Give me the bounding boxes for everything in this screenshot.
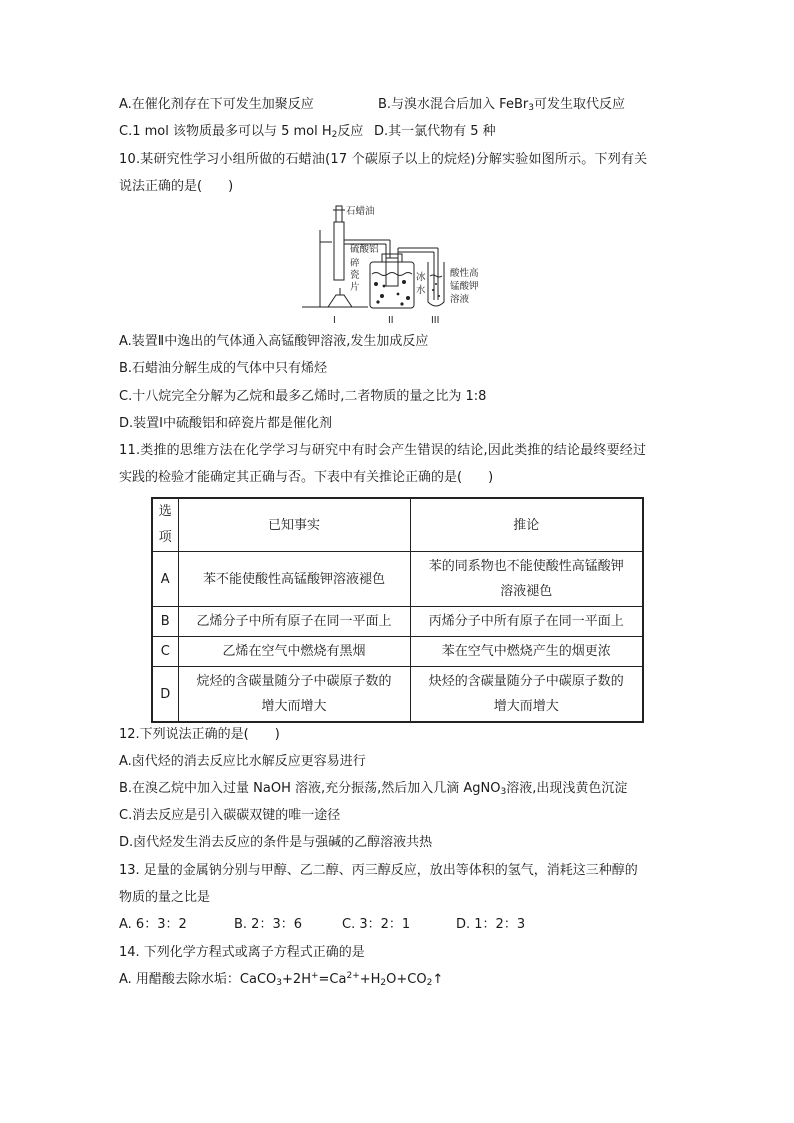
row-fact: 乙烯在空气中燃烧有黑烟 bbox=[178, 637, 410, 667]
label-porcelain-3: 片 bbox=[350, 282, 360, 293]
q10-option-a: A.装置Ⅱ中逸出的气体通入高锰酸钾溶液,发生加成反应 bbox=[119, 334, 429, 349]
q10-option-b: B.石蜡油分解生成的气体中只有烯烃 bbox=[119, 361, 328, 376]
table-header-inference: 推论 bbox=[410, 498, 643, 552]
q13-stem-line2: 物质的量之比是 bbox=[119, 890, 211, 905]
row-fact: 乙烯分子中所有原子在同一平面上 bbox=[178, 607, 410, 637]
row-inference: 丙烯分子中所有原子在同一平面上 bbox=[410, 607, 643, 637]
q13-option-b: B. 2：3：6 bbox=[234, 917, 302, 932]
q10-stem-line1: 10.某研究性学习小组所做的石蜡油(17 个碳原子以上的烷烃)分解实验如图所示。下列有关 bbox=[119, 152, 648, 167]
q13-stem-line1: 13. 足量的金属钠分别与甲醇、乙二醇、丙三醇反应，放出等体积的氢气，消耗这三种醇的 bbox=[119, 863, 638, 878]
label-porcelain-1: 碎 bbox=[350, 258, 360, 269]
table-header-row bbox=[152, 498, 643, 552]
q10-option-d: D.装置Ⅰ中硫酸铝和碎瓷片都是催化剂 bbox=[119, 416, 332, 431]
q13-option-a: A. 6：3：2 bbox=[119, 917, 187, 932]
q13-option-c: C. 3：2：1 bbox=[342, 917, 411, 932]
label-apparatus-3: III bbox=[431, 315, 440, 326]
table-row bbox=[152, 607, 643, 637]
row-fact: 苯不能使酸性高锰酸钾溶液褪色 bbox=[178, 552, 410, 607]
label-kmno4-2: 锰酸钾 bbox=[450, 281, 479, 292]
q12-option-d: D.卤代烃发生消去反应的条件是与强碱的乙醇溶液共热 bbox=[119, 835, 433, 850]
q9-option-a: A.在催化剂存在下可发生加聚反应 bbox=[119, 97, 314, 112]
label-kmno4-3: 溶液 bbox=[450, 294, 470, 305]
q12-option-a: A.卤代烃的消去反应比水解反应更容易进行 bbox=[119, 754, 366, 769]
apparatus-figure bbox=[300, 200, 496, 328]
label-catalyst: 硫酸铝 bbox=[350, 244, 379, 255]
table-row bbox=[152, 637, 643, 667]
q14-stem: 14. 下列化学方程式或离子方程式正确的是 bbox=[119, 945, 365, 960]
q10-option-c: C.十八烷完全分解为乙烷和最多乙烯时,二者物质的量之比为 1:8 bbox=[119, 389, 487, 404]
q12-option-b: B.在溴乙烷中加入过量 NaOH 溶液,充分振荡,然后加入几滴 AgNO$_3$溶液,出现浅黄色沉淀 bbox=[119, 781, 628, 797]
q13-option-d: D. 1：2：3 bbox=[456, 917, 526, 932]
label-apparatus-1: I bbox=[333, 315, 336, 326]
label-ice-2: 水 bbox=[416, 285, 426, 296]
row-inference: 苯的同系物也不能使酸性高锰酸钾 溶液褪色 bbox=[410, 552, 643, 607]
row-inference: 苯在空气中燃烧产生的烟更浓 bbox=[410, 637, 643, 667]
row-choice: A bbox=[152, 552, 178, 607]
table-row bbox=[152, 667, 643, 723]
inference-table bbox=[151, 497, 644, 723]
row-fact: 烷烃的含碳量随分子中碳原子数的 增大而增大 bbox=[178, 667, 410, 723]
q9-option-d: D.其一氯代物有 5 种 bbox=[374, 124, 496, 139]
table-header-fact: 已知事实 bbox=[178, 498, 410, 552]
q11-stem-line1: 11.类推的思维方法在化学学习与研究中有时会产生错误的结论,因此类推的结论最终要经过 bbox=[119, 443, 647, 458]
q9-option-c: C.1 mol 该物质最多可以与 5 mol $H_2$反应 bbox=[119, 124, 364, 140]
q14-option-a: A. 用醋酸去除水垢：$CaCO_3+2H^+=Ca^{2+}+H_2O+CO_2↑$ bbox=[119, 971, 444, 988]
row-choice: C bbox=[152, 637, 178, 667]
q11-stem-line2: 实践的检验才能确定其正确与否。下表中有关推论正确的是( ) bbox=[119, 470, 494, 485]
q9-option-b: B.与溴水混合后加入 FeBr$_3$可发生取代反应 bbox=[378, 97, 625, 113]
q12-stem: 12.下列说法正确的是( ) bbox=[119, 727, 280, 742]
row-choice: B bbox=[152, 607, 178, 637]
label-kmno4-1: 酸性高 bbox=[450, 268, 479, 279]
label-ice-1: 冰 bbox=[416, 272, 426, 283]
table-header-choice: 选 项 bbox=[152, 498, 178, 552]
label-paraffin: 石蜡油 bbox=[346, 206, 375, 217]
row-inference: 炔烃的含碳量随分子中碳原子数的 增大而增大 bbox=[410, 667, 643, 723]
q12-option-c: C.消去反应是引入碳碳双键的唯一途径 bbox=[119, 808, 341, 823]
table-row bbox=[152, 552, 643, 607]
q10-stem-line2: 说法正确的是( ) bbox=[119, 179, 234, 194]
row-choice: D bbox=[152, 667, 178, 723]
label-porcelain-2: 瓷 bbox=[350, 270, 360, 281]
label-apparatus-2: II bbox=[388, 315, 394, 326]
